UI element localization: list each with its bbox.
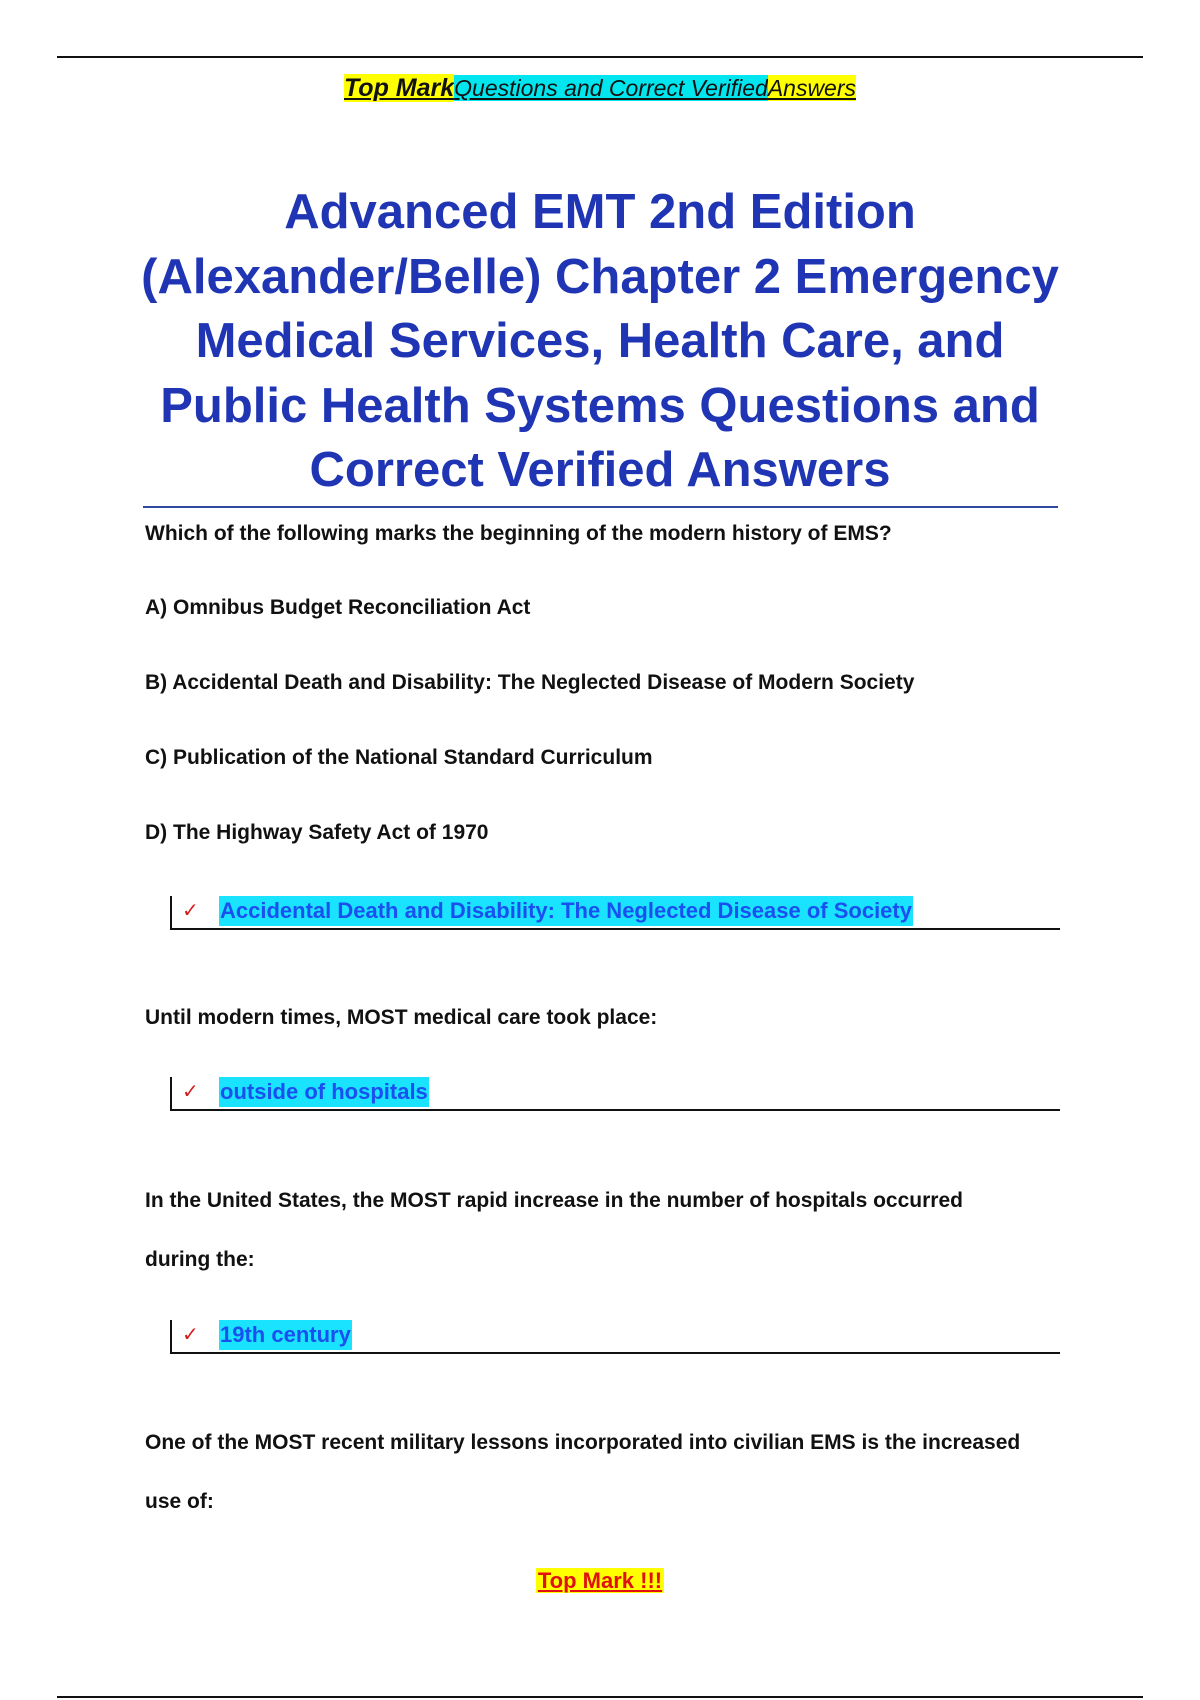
answer-2-text: outside of hospitals bbox=[219, 1077, 429, 1107]
footer-mark bbox=[0, 1568, 1200, 1594]
answer-3 bbox=[170, 1320, 1060, 1354]
check-icon: ✓ bbox=[182, 1081, 199, 1103]
answer-1-text: Accidental Death and Disability: The Neglected Disease of Society bbox=[219, 896, 913, 926]
question-4-line-1: One of the MOST recent military lessons incorporated into civilian EMS is the increased bbox=[145, 1431, 1021, 1454]
header-tagline-end: Answers bbox=[767, 75, 857, 101]
answer-2 bbox=[170, 1077, 1060, 1111]
footer-mark-text: Top Mark !!! bbox=[537, 1568, 663, 1593]
question-3-line-1: In the United States, the MOST rapid increase in the number of hospitals occurred bbox=[145, 1189, 963, 1212]
answer-3-text: 19th century bbox=[219, 1320, 352, 1350]
check-icon: ✓ bbox=[182, 900, 199, 922]
page-header bbox=[0, 72, 1200, 104]
question-4-line-2: use of: bbox=[145, 1490, 214, 1513]
option-a: A) Omnibus Budget Reconciliation Act bbox=[145, 596, 531, 619]
question-3-line-2: during the: bbox=[145, 1248, 255, 1271]
document-title: Advanced EMT 2nd Edition (Alexander/Belle) Chapter 2 Emergency Medical Services, Health Care, and Public Health Systems Questions and Correct Verified Answers bbox=[141, 185, 1059, 497]
bottom-rule bbox=[57, 1696, 1143, 1698]
check-icon: ✓ bbox=[182, 1324, 199, 1346]
header-brand: Top Mark bbox=[343, 74, 455, 102]
top-rule bbox=[57, 56, 1143, 58]
option-d: D) The Highway Safety Act of 1970 bbox=[145, 821, 489, 844]
question-2: Until modern times, MOST medical care took place: bbox=[145, 1006, 658, 1029]
question-1: Which of the following marks the beginning of the modern history of EMS? bbox=[145, 522, 892, 545]
title-divider bbox=[143, 506, 1058, 508]
answer-1 bbox=[170, 896, 1060, 930]
option-b: B) Accidental Death and Disability: The Neglected Disease of Modern Society bbox=[145, 671, 915, 694]
option-c: C) Publication of the National Standard Curriculum bbox=[145, 746, 653, 769]
header-tagline: Questions and Correct Verified bbox=[454, 75, 768, 101]
